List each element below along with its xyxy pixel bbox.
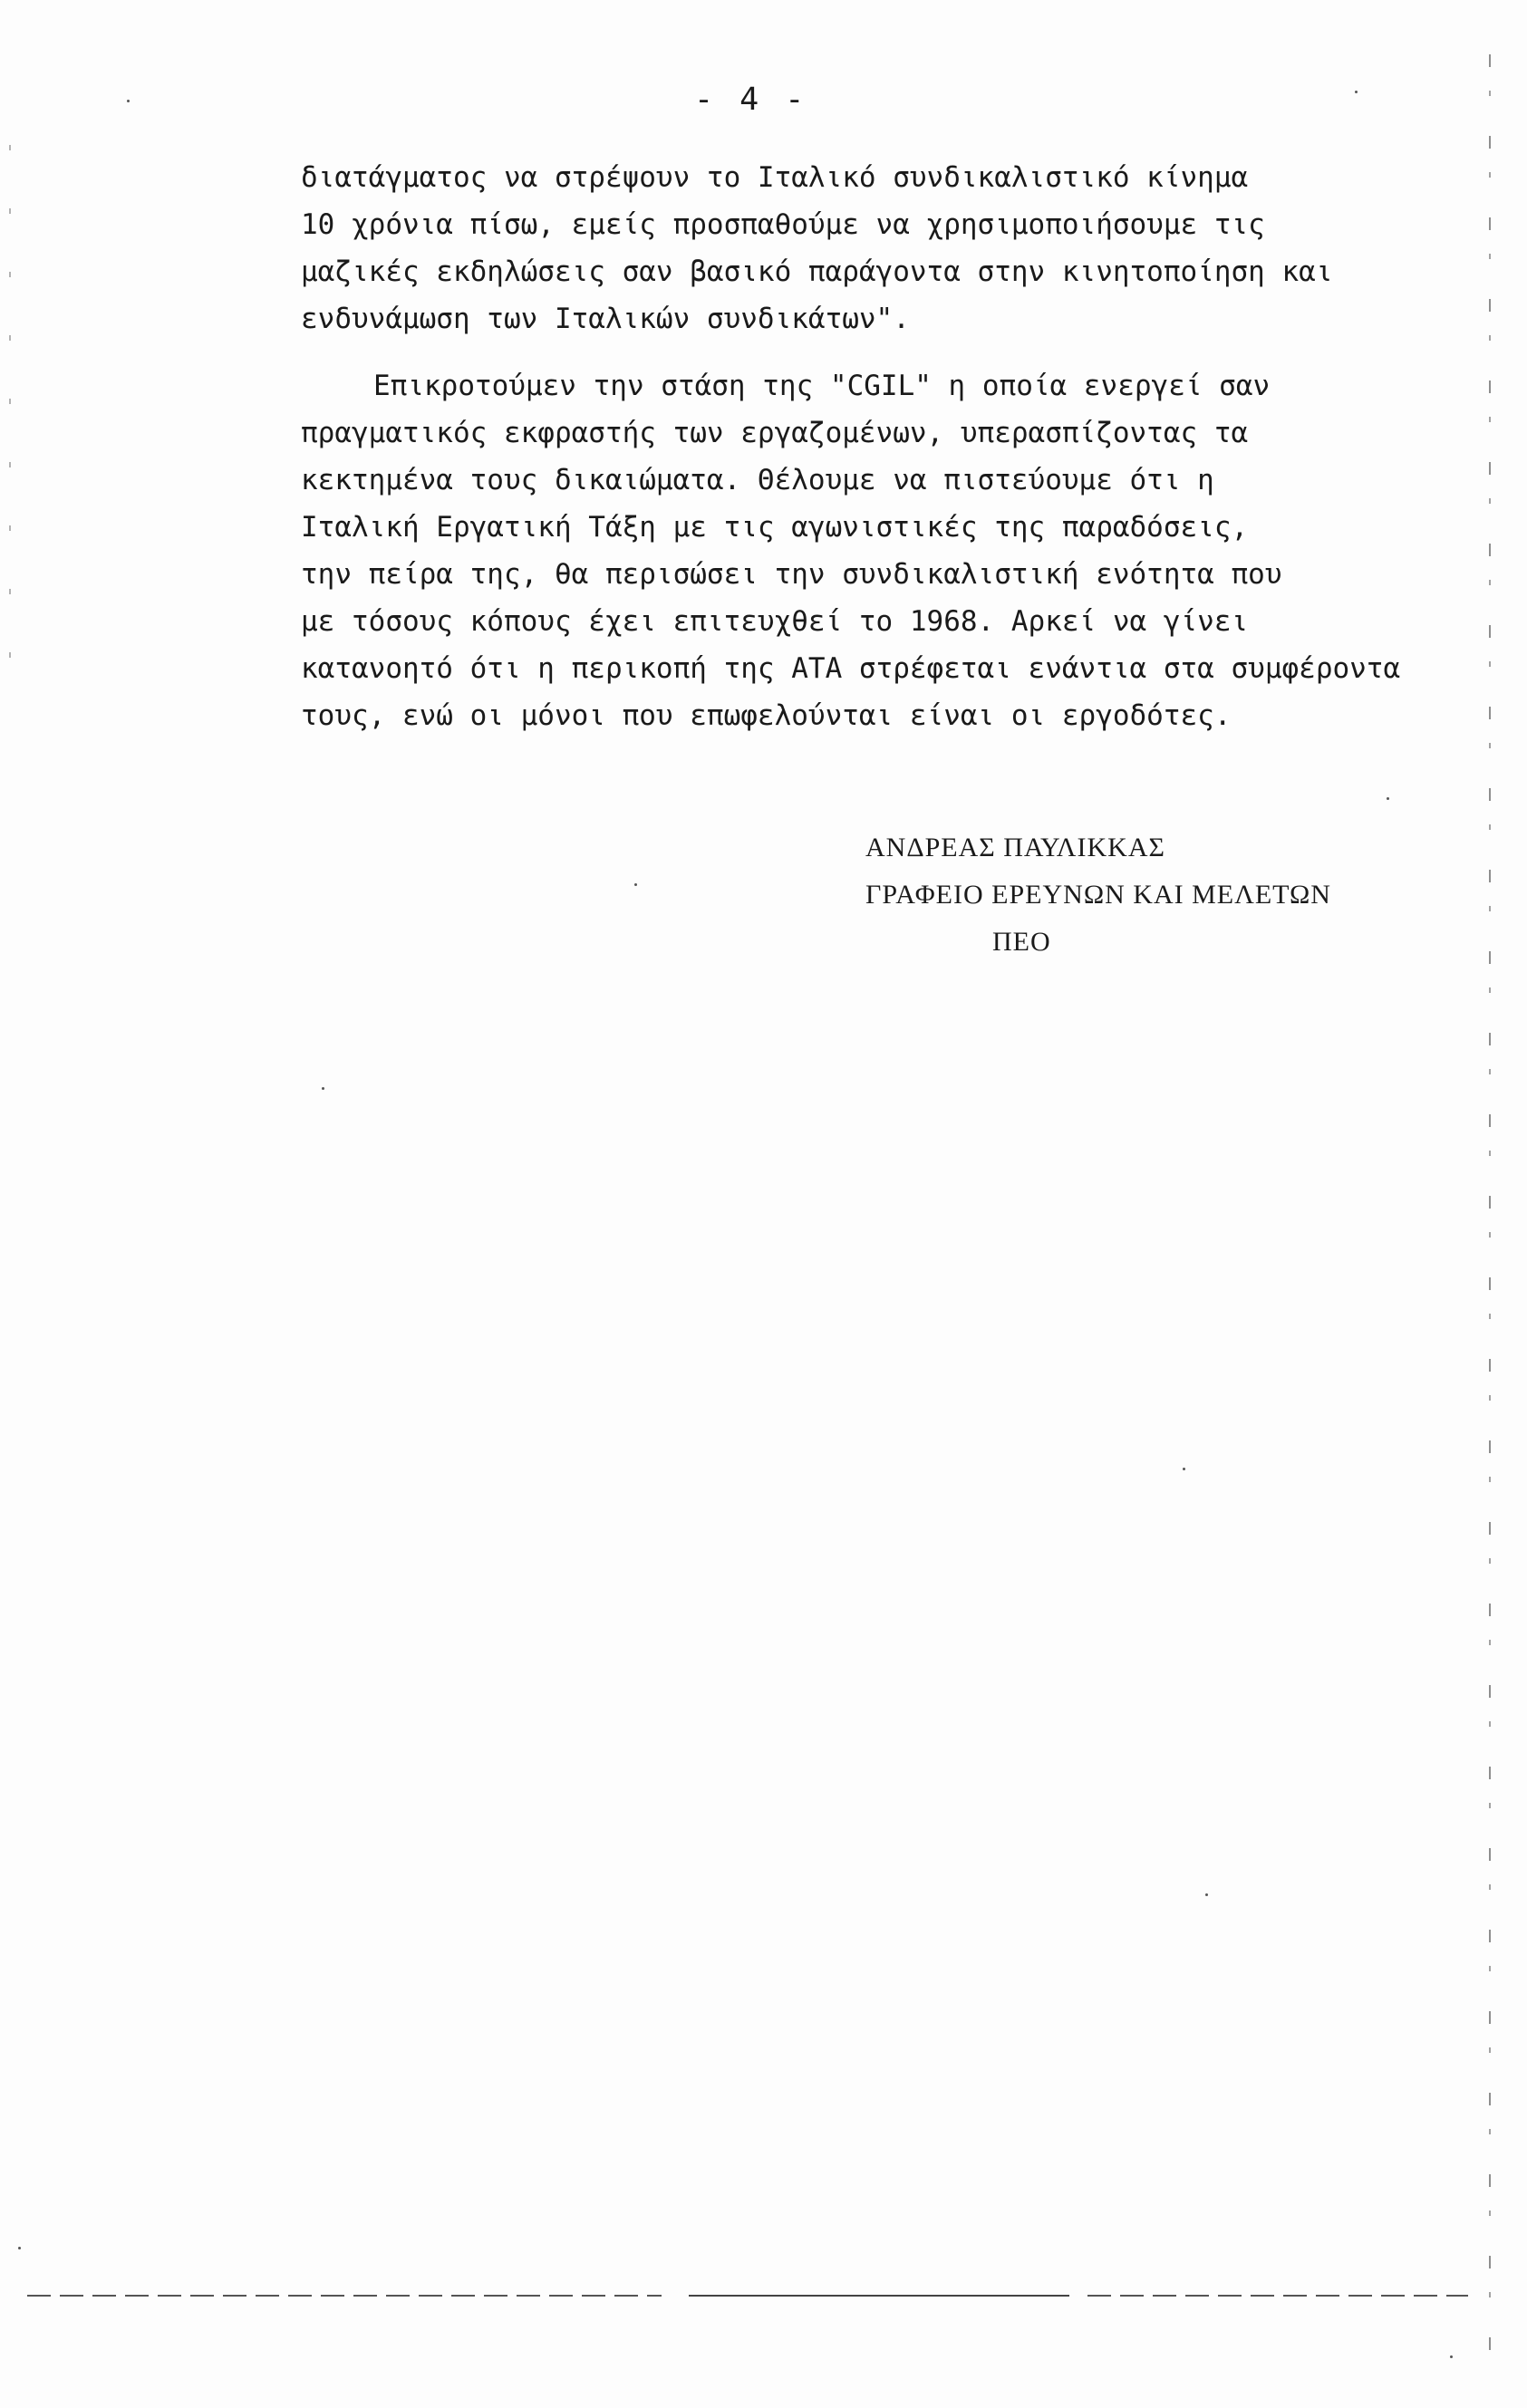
text-line: κεκτημένα τους δικαιώματα. Θέλουμε να πιστεύουμε ότι η [301,464,1214,496]
page-number: - 4 - [694,82,808,118]
text-line: Ιταλική Εργατική Τάξη με τις αγωνιστικές της παραδόσεις, [301,511,1249,544]
scan-bottom-rule [1087,2295,1468,2297]
scan-speck [322,1087,324,1090]
body-text [301,154,1479,739]
scan-edge-line [1489,54,1491,2355]
text-line: Επικροτούμεν την στάση της "CGIL" η οποία ενεργεί σαν [373,370,1271,402]
text-line: την πείρα της, θα περισώσει την συνδικαλιστική ενότητα που [301,558,1282,591]
paragraph-1 [301,154,1479,342]
scan-speck [127,100,130,102]
scan-speck [1355,91,1358,93]
signatory-name: ΑΝΔΡΕΑΣ ΠΑΥΛΙΚΚΑΣ [865,833,1165,862]
text-line: διατάγματος να στρέψουν το Ιταλικό συνδικαλιστικό κίνημα [301,161,1249,194]
scan-speck [1205,1893,1208,1896]
scan-speck [18,2247,21,2249]
signature-block [865,824,1331,966]
scan-bottom-rule [27,2295,662,2297]
scan-speck [1387,797,1389,800]
text-line: μαζικές εκδηλώσεις σαν βασικό παράγοντα στην κινητοποίηση και [301,255,1333,288]
text-line: κατανοητό ότι η περικοπή της ΑΤΑ στρέφεται ενάντια στα συμφέροντα [301,652,1401,685]
text-line: 10 χρόνια πίσω, εμείς προσπαθούμε να χρησιμοποιήσουμε τις [301,208,1265,241]
signatory-office: ΓΡΑΦΕΙΟ ΕΡΕΥΝΩΝ ΚΑΙ ΜΕΛΕΤΩΝ [865,880,1331,910]
scan-margin-marks [9,145,11,689]
scan-bottom-rule [689,2295,1069,2297]
paragraph-spacer [301,342,1479,362]
scan-speck [1183,1468,1185,1470]
text-line: με τόσους κόπους έχει επιτευχθεί το 1968. Αρκεί να γίνει [301,605,1249,638]
signatory-organization: ΠΕΟ [992,927,1051,957]
paragraph-2 [301,362,1479,739]
text-line: τους, ενώ οι μόνοι που επωφελούνται είναι οι εργοδότες. [301,699,1232,732]
text-line: ενδυνάμωση των Ιταλικών συνδικάτων". [301,303,910,335]
scan-speck [1450,2355,1453,2358]
text-line: πραγματικός εκφραστής των εργαζομένων, υπερασπίζοντας τα [301,417,1249,449]
scan-speck [634,883,637,886]
